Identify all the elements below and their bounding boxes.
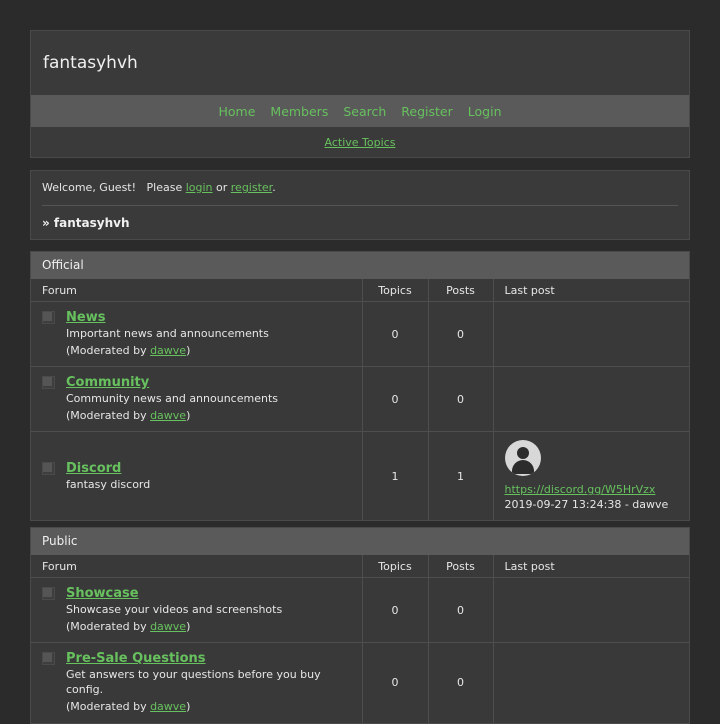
moderated-prefix: (Moderated by <box>66 700 151 714</box>
site-header <box>30 30 690 158</box>
forum-description: Get answers to your questions before you buy config. <box>66 668 321 697</box>
nav-home[interactable]: Home <box>218 103 256 119</box>
forum-status-icon <box>42 652 55 665</box>
forum-description: fantasy discord <box>66 477 151 491</box>
welcome-suffix: . <box>272 181 276 194</box>
breadcrumb: » fantasyhvh <box>42 216 130 230</box>
forum-moderator <box>66 408 354 423</box>
last-post-cell <box>493 302 689 367</box>
page-wrapper <box>30 30 690 724</box>
forum-moderator <box>66 699 354 714</box>
main-nav <box>31 95 689 127</box>
forum-link-discord[interactable]: Discord <box>66 460 122 476</box>
moderator-link[interactable]: dawve <box>150 344 187 357</box>
posts-count: 0 <box>428 578 493 643</box>
moderated-prefix: (Moderated by <box>66 409 151 422</box>
table-header <box>31 555 689 578</box>
table-row <box>31 643 689 723</box>
last-post-cell <box>493 367 689 432</box>
forum-link-community[interactable]: Community <box>66 375 150 390</box>
topics-count: 0 <box>362 643 428 723</box>
welcome-register-link[interactable]: register <box>230 181 273 194</box>
col-posts: Posts <box>428 555 493 578</box>
col-last-post: Last post <box>493 555 689 578</box>
forum-link-news[interactable]: News <box>66 310 106 325</box>
col-topics: Topics <box>362 555 428 578</box>
forum-status-icon <box>42 376 55 389</box>
topics-count: 0 <box>362 367 428 432</box>
table-row <box>31 432 689 521</box>
moderator-link[interactable]: dawve <box>150 700 187 714</box>
active-topics-link[interactable]: Active Topics <box>324 136 396 149</box>
moderated-suffix: ) <box>186 344 191 357</box>
welcome-text: Welcome, Guest! Please <box>42 181 186 194</box>
forum-description: Showcase your videos and screenshots <box>66 603 283 616</box>
forum-cell <box>31 643 362 723</box>
forum-description: Important news and announcements <box>66 327 269 340</box>
forum-table <box>31 555 689 723</box>
topics-count: 1 <box>362 432 428 521</box>
forum-table <box>31 279 689 520</box>
moderator-link[interactable]: dawve <box>150 620 187 633</box>
section-title: Public <box>31 528 689 555</box>
table-row <box>31 302 689 367</box>
col-topics: Topics <box>362 279 428 302</box>
site-title: fantasyhvh <box>43 53 138 73</box>
section-official <box>30 251 690 521</box>
forum-cell <box>31 302 362 367</box>
col-last-post: Last post <box>493 279 689 302</box>
moderated-prefix: (Moderated by <box>66 620 151 633</box>
moderated-suffix: ) <box>186 620 191 633</box>
topics-count: 0 <box>362 578 428 643</box>
last-post-cell <box>493 643 689 723</box>
sub-nav <box>31 127 689 158</box>
forum-status-icon <box>42 587 55 600</box>
moderator-link[interactable]: dawve <box>150 409 187 422</box>
avatar-head <box>517 447 529 459</box>
posts-count: 0 <box>428 643 493 723</box>
nav-members[interactable]: Members <box>270 103 329 119</box>
forum-cell <box>31 578 362 643</box>
posts-count: 1 <box>428 432 493 521</box>
welcome-or-text: or <box>212 181 231 194</box>
forum-moderator <box>66 619 354 634</box>
welcome-message <box>42 171 678 205</box>
forum-moderator <box>66 343 354 358</box>
section-public <box>30 527 690 724</box>
posts-count: 0 <box>428 302 493 367</box>
avatar-body <box>512 460 534 474</box>
forum-description: Community news and announcements <box>66 392 278 405</box>
forum-cell <box>31 432 362 521</box>
last-post-cell <box>493 578 689 643</box>
table-row <box>31 367 689 432</box>
forum-link-showcase[interactable]: Showcase <box>66 586 139 601</box>
forum-cell <box>31 367 362 432</box>
col-posts: Posts <box>428 279 493 302</box>
forum-status-icon <box>42 311 55 324</box>
forum-status-icon <box>42 462 55 475</box>
last-post-link[interactable]: https://discord.gg/W5HrVzx <box>504 483 656 496</box>
moderated-suffix: ) <box>186 409 191 422</box>
last-post-time: 2019-09-27 13:24:38 - dawve <box>504 498 669 511</box>
section-title: Official <box>31 252 689 279</box>
last-post-cell <box>493 432 689 521</box>
table-row <box>31 578 689 643</box>
nav-search[interactable]: Search <box>343 103 387 119</box>
forum-link-pre-sale-questions[interactable]: Pre-Sale Questions <box>66 651 206 667</box>
avatar[interactable] <box>505 440 541 476</box>
welcome-login-link[interactable]: login <box>185 181 213 194</box>
moderated-prefix: (Moderated by <box>66 344 151 357</box>
col-forum: Forum <box>31 555 362 578</box>
col-forum: Forum <box>31 279 362 302</box>
posts-count: 0 <box>428 367 493 432</box>
nav-login[interactable]: Login <box>467 103 502 119</box>
welcome-box <box>30 170 690 240</box>
table-header <box>31 279 689 302</box>
topics-count: 0 <box>362 302 428 367</box>
moderated-suffix: ) <box>186 700 191 714</box>
nav-register[interactable]: Register <box>401 103 453 119</box>
